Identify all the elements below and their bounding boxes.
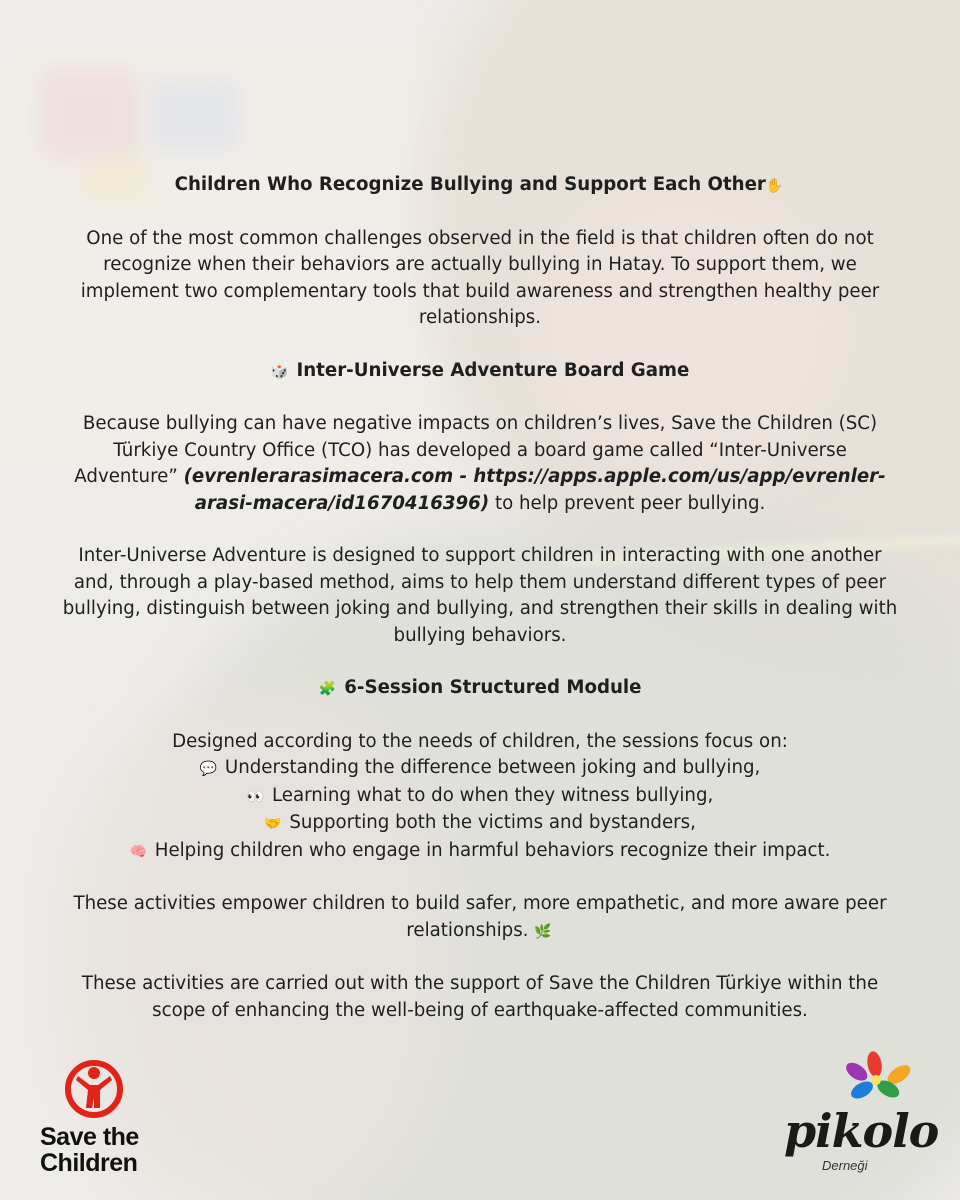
section-board-game-heading xyxy=(60,358,900,386)
title-text: Children Who Recognize Bullying and Support Each Other xyxy=(174,174,766,195)
list-item-text: Helping children who engage in harmful behaviors recognize their impact. xyxy=(154,839,831,861)
save-the-children-emblem-icon xyxy=(64,1058,124,1120)
sc-line-1: Save the xyxy=(40,1123,139,1151)
herb-icon: 🌿 xyxy=(534,923,552,940)
closing-1-text: These activities empower children to build safer, more empathetic, and more aware peer relationships. xyxy=(73,893,887,941)
save-the-children-logo xyxy=(40,1058,170,1178)
handshake-icon: 🤝 xyxy=(264,816,282,832)
list-item-text: Learning what to do when they witness bullying, xyxy=(271,784,714,806)
dice-icon: 🎲 xyxy=(270,363,289,380)
list-item-text: Supporting both the victims and bystanders, xyxy=(289,812,696,833)
list-item-text: Understanding the difference between joking and bullying, xyxy=(224,757,761,778)
intro-paragraph: One of the most common challenges observed in the field is that children often do not recognize when their behaviors are actually bullying in Hatay. To support them, we implement two complementary tools that build awareness and strengthen healthy peer relationships. xyxy=(80,227,880,328)
post-text xyxy=(60,172,900,1024)
brain-icon: 🧠 xyxy=(129,843,147,860)
board-game-heading-text: Inter-Universe Adventure Board Game xyxy=(296,359,690,381)
list-item xyxy=(60,783,900,811)
section-module-heading xyxy=(60,675,900,703)
pikolo-subtitle: Derneği xyxy=(822,1158,868,1173)
list-item xyxy=(60,838,900,866)
module-lead: Designed according to the needs of children, the sessions focus on: xyxy=(172,730,788,752)
eyes-icon: 👀 xyxy=(246,788,265,805)
sc-line-2: Children xyxy=(40,1149,138,1177)
speech-bubble-icon: 💬 xyxy=(199,761,218,777)
board-game-text-end: to help prevent peer bullying. xyxy=(489,492,766,514)
pikolo-wordmark: pikolo xyxy=(784,1104,939,1158)
raised-hand-icon: ✋ xyxy=(765,178,784,194)
list-item xyxy=(60,755,900,783)
pikolo-flower-icon xyxy=(832,1050,922,1112)
puzzle-piece-icon: 🧩 xyxy=(318,681,336,697)
board-game-description: Inter-Universe Adventure is designed to support children in interacting with one another and, through a play-based method, aims to help them understand different types of peer bullying, distinguish between joking and bullying, and strengthen their skills in dealing with bullying behaviors. xyxy=(62,545,898,646)
board-game-link[interactable]: (evrenlerarasimacera.com - https://apps.apple.com/us/app/evrenler-arasi-macera/id1670416396) xyxy=(183,466,886,514)
module-heading-text: 6-Session Structured Module xyxy=(344,677,642,698)
pikolo-logo xyxy=(780,1050,939,1180)
post-title xyxy=(60,172,900,200)
closing-paragraph-1 xyxy=(60,891,900,945)
board-game-paragraph xyxy=(60,411,900,517)
board-game-text-start: Because bullying can have negative impacts on children’s lives, Save the Children (SC) Türkiye Country Office (TCO) has developed a board game called “Inter-Universe Adventure” xyxy=(74,413,878,487)
list-item xyxy=(60,810,900,838)
save-the-children-wordmark xyxy=(40,1124,139,1176)
closing-paragraph-2: These activities are carried out with the support of Save the Children Türkiye within the scope of enhancing the well-being of earthquake-affected communities. xyxy=(81,973,879,1021)
